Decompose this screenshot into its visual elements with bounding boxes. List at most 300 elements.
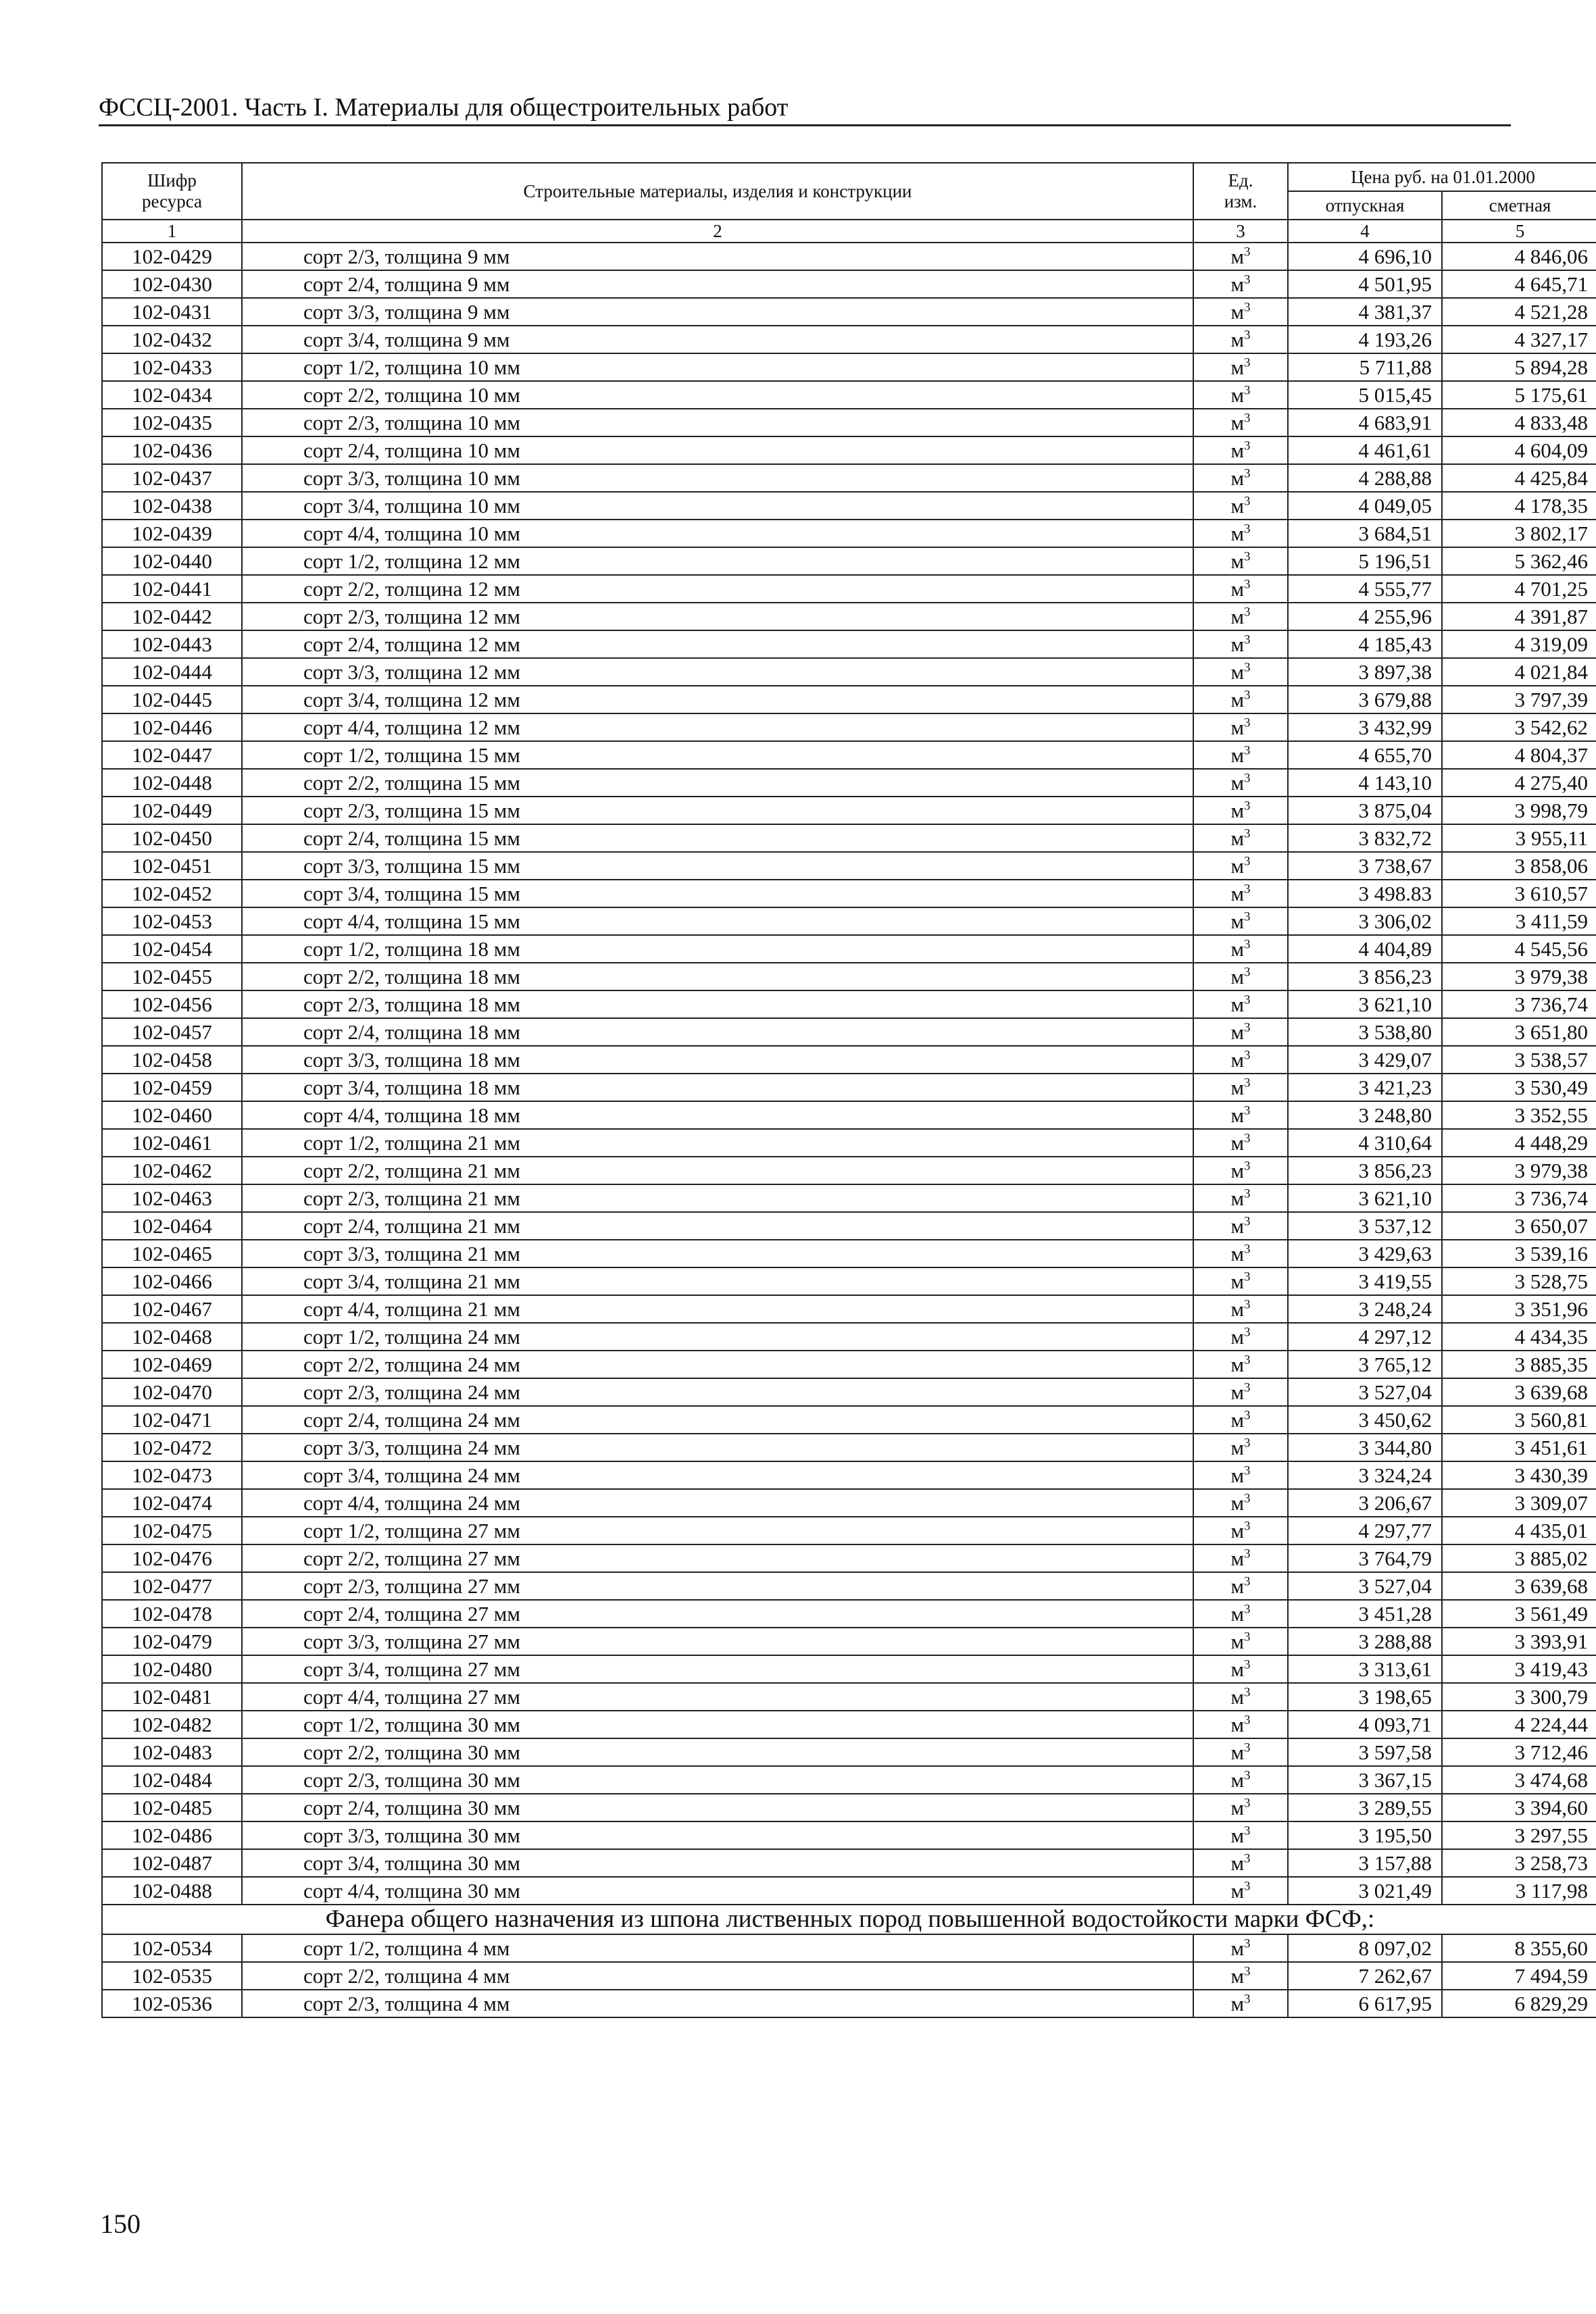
unit-base: м [1230, 1408, 1245, 1432]
material-name: сорт 3/3, толщина 27 мм [242, 1628, 1193, 1655]
unit-base: м [1230, 1630, 1245, 1653]
estimate-price: 3 394,60 [1442, 1794, 1596, 1821]
release-price: 5 711,88 [1288, 353, 1442, 381]
unit-base: м [1230, 1325, 1245, 1349]
table-row [102, 1544, 1596, 1572]
release-price: 5 196,51 [1288, 547, 1442, 575]
unit-base: м [1230, 1186, 1245, 1210]
column-header-release-price: отпускная [1288, 191, 1442, 220]
resource-code: 102-0437 [102, 464, 242, 492]
material-name: сорт 4/4, толщина 15 мм [242, 907, 1193, 935]
unit-superscript: 3 [1244, 1353, 1251, 1367]
unit-cell [1193, 1990, 1288, 2017]
unit-cell [1193, 464, 1288, 492]
estimate-price: 3 451,61 [1442, 1434, 1596, 1461]
unit-cell [1193, 1129, 1288, 1157]
unit-base: м [1230, 1159, 1245, 1182]
unit-base: м [1230, 494, 1245, 518]
release-price: 4 501,95 [1288, 270, 1442, 298]
unit-superscript: 3 [1244, 1657, 1251, 1672]
release-price: 4 461,61 [1288, 436, 1442, 464]
unit-base: м [1230, 1964, 1245, 1988]
resource-code: 102-0449 [102, 797, 242, 824]
release-price: 4 143,10 [1288, 769, 1442, 797]
unit-cell [1193, 713, 1288, 741]
resource-code: 102-0536 [102, 1990, 242, 2017]
unit-base: м [1230, 965, 1245, 988]
table-row [102, 575, 1596, 603]
unit-base: м [1230, 1463, 1245, 1487]
unit-cell [1193, 1849, 1288, 1877]
estimate-price: 4 319,09 [1442, 630, 1596, 658]
material-name: сорт 2/4, толщина 30 мм [242, 1794, 1193, 1821]
table-row [102, 381, 1596, 409]
estimate-price: 4 178,35 [1442, 492, 1596, 520]
unit-cell [1193, 1821, 1288, 1849]
unit-superscript: 3 [1244, 1325, 1251, 1340]
release-price: 3 856,23 [1288, 1157, 1442, 1184]
unit-superscript: 3 [1244, 743, 1251, 758]
estimate-price: 8 355,60 [1442, 1934, 1596, 1962]
resource-code: 102-0476 [102, 1544, 242, 1572]
unit-superscript: 3 [1244, 411, 1251, 426]
material-name: сорт 2/2, толщина 10 мм [242, 381, 1193, 409]
table-row [102, 880, 1596, 907]
resource-code: 102-0534 [102, 1934, 242, 1962]
unit-base: м [1230, 1242, 1245, 1265]
material-name: сорт 2/2, толщина 27 мм [242, 1544, 1193, 1572]
table-row [102, 1990, 1596, 2017]
resource-code: 102-0459 [102, 1074, 242, 1101]
table-row [102, 520, 1596, 547]
release-price: 3 621,10 [1288, 990, 1442, 1018]
table-row [102, 1738, 1596, 1766]
unit-cell [1193, 1351, 1288, 1378]
unit-superscript: 3 [1244, 1851, 1251, 1866]
material-name: сорт 2/4, толщина 12 мм [242, 630, 1193, 658]
release-price: 4 310,64 [1288, 1129, 1442, 1157]
unit-superscript: 3 [1244, 1076, 1251, 1090]
unit-cell [1193, 575, 1288, 603]
unit-base: м [1230, 1297, 1245, 1321]
material-name: сорт 1/2, толщина 10 мм [242, 353, 1193, 381]
unit-base: м [1230, 1685, 1245, 1709]
material-name: сорт 2/3, толщина 24 мм [242, 1378, 1193, 1406]
unit-base: м [1230, 1380, 1245, 1404]
unit-cell [1193, 1212, 1288, 1240]
table-row [102, 686, 1596, 713]
unit-superscript: 3 [1244, 466, 1251, 481]
table-row [102, 1849, 1596, 1877]
unit-superscript: 3 [1244, 1685, 1251, 1700]
estimate-price: 3 998,79 [1442, 797, 1596, 824]
resource-code: 102-0473 [102, 1461, 242, 1489]
unit-cell [1193, 270, 1288, 298]
resource-code: 102-0469 [102, 1351, 242, 1378]
resource-code: 102-0444 [102, 658, 242, 686]
material-name: сорт 2/3, толщина 4 мм [242, 1990, 1193, 2017]
resource-code: 102-0448 [102, 769, 242, 797]
estimate-price: 3 351,96 [1442, 1295, 1596, 1323]
release-price: 3 306,02 [1288, 907, 1442, 935]
unit-base: м [1230, 882, 1245, 905]
table-row [102, 1129, 1596, 1157]
unit-base: м [1230, 799, 1245, 822]
table-row [102, 907, 1596, 935]
table-row [102, 1018, 1596, 1046]
unit-cell [1193, 1517, 1288, 1544]
unit-superscript: 3 [1244, 1297, 1251, 1312]
unit-superscript: 3 [1244, 1768, 1251, 1783]
table-row [102, 1351, 1596, 1378]
estimate-price: 4 701,25 [1442, 575, 1596, 603]
resource-code: 102-0484 [102, 1766, 242, 1794]
unit-cell [1193, 1655, 1288, 1683]
column-header-unit: Ед. изм. [1193, 163, 1288, 220]
unit-base: м [1230, 909, 1245, 933]
unit-base: м [1230, 937, 1245, 961]
table-row [102, 990, 1596, 1018]
column-number-row [102, 220, 1596, 243]
material-name: сорт 2/3, толщина 27 мм [242, 1572, 1193, 1600]
column-number: 1 [102, 220, 242, 243]
release-price: 3 832,72 [1288, 824, 1442, 852]
unit-cell [1193, 658, 1288, 686]
material-name: сорт 1/2, толщина 15 мм [242, 741, 1193, 769]
resource-code: 102-0457 [102, 1018, 242, 1046]
material-name: сорт 2/4, толщина 9 мм [242, 270, 1193, 298]
unit-base: м [1230, 1740, 1245, 1764]
unit-superscript: 3 [1244, 1936, 1251, 1951]
unit-base: м [1230, 1936, 1245, 1960]
unit-cell [1193, 298, 1288, 326]
estimate-price: 4 545,56 [1442, 935, 1596, 963]
material-name: сорт 2/3, толщина 12 мм [242, 603, 1193, 630]
table-row [102, 769, 1596, 797]
resource-code: 102-0451 [102, 852, 242, 880]
table-row [102, 1295, 1596, 1323]
unit-base: м [1230, 1048, 1245, 1072]
estimate-price: 3 650,07 [1442, 1212, 1596, 1240]
unit-cell [1193, 1267, 1288, 1295]
resource-code: 102-0434 [102, 381, 242, 409]
release-price: 3 324,24 [1288, 1461, 1442, 1489]
unit-cell [1193, 1572, 1288, 1600]
unit-base: м [1230, 1546, 1245, 1570]
table-row [102, 1600, 1596, 1628]
resource-code: 102-0433 [102, 353, 242, 381]
table-row [102, 603, 1596, 630]
unit-base: м [1230, 355, 1245, 379]
material-name: сорт 3/4, толщина 30 мм [242, 1849, 1193, 1877]
unit-superscript: 3 [1244, 992, 1251, 1007]
unit-superscript: 3 [1244, 1992, 1251, 2007]
unit-superscript: 3 [1244, 355, 1251, 370]
unit-superscript: 3 [1244, 882, 1251, 897]
price-table [101, 162, 1596, 2018]
resource-code: 102-0439 [102, 520, 242, 547]
unit-cell [1193, 1461, 1288, 1489]
estimate-price: 3 955,11 [1442, 824, 1596, 852]
unit-superscript: 3 [1244, 605, 1251, 620]
estimate-price: 3 393,91 [1442, 1628, 1596, 1655]
resource-code: 102-0436 [102, 436, 242, 464]
unit-cell [1193, 436, 1288, 464]
release-price: 4 255,96 [1288, 603, 1442, 630]
estimate-price: 3 885,35 [1442, 1351, 1596, 1378]
resource-code: 102-0461 [102, 1129, 242, 1157]
material-name: сорт 3/3, толщина 24 мм [242, 1434, 1193, 1461]
release-price: 3 856,23 [1288, 963, 1442, 990]
unit-superscript: 3 [1244, 1242, 1251, 1257]
resource-code: 102-0474 [102, 1489, 242, 1517]
table-row [102, 1461, 1596, 1489]
unit-superscript: 3 [1244, 1463, 1251, 1478]
release-price: 3 429,07 [1288, 1046, 1442, 1074]
estimate-price: 3 639,68 [1442, 1572, 1596, 1600]
resource-code: 102-0447 [102, 741, 242, 769]
unit-superscript: 3 [1244, 1574, 1251, 1589]
resource-code: 102-0471 [102, 1406, 242, 1434]
material-name: сорт 4/4, толщина 30 мм [242, 1877, 1193, 1905]
unit-superscript: 3 [1244, 1964, 1251, 1979]
resource-code: 102-0445 [102, 686, 242, 713]
release-price: 3 432,99 [1288, 713, 1442, 741]
estimate-price: 3 610,57 [1442, 880, 1596, 907]
estimate-price: 4 391,87 [1442, 603, 1596, 630]
table-row [102, 1184, 1596, 1212]
table-row [102, 741, 1596, 769]
resource-code: 102-0453 [102, 907, 242, 935]
unit-base: м [1230, 826, 1245, 850]
column-header-estimate-price: сметная [1442, 191, 1596, 220]
unit-cell [1193, 963, 1288, 990]
resource-code: 102-0435 [102, 409, 242, 436]
resource-code: 102-0486 [102, 1821, 242, 1849]
material-name: сорт 2/3, толщина 30 мм [242, 1766, 1193, 1794]
section-title: Фанера общего назначения из шпона лиственных пород повышенной водостойкости марки ФСФ,: [102, 1905, 1596, 1934]
unit-cell [1193, 1683, 1288, 1711]
estimate-price: 4 435,01 [1442, 1517, 1596, 1544]
estimate-price: 3 297,55 [1442, 1821, 1596, 1849]
unit-cell [1193, 1378, 1288, 1406]
release-price: 3 248,24 [1288, 1295, 1442, 1323]
resource-code: 102-0465 [102, 1240, 242, 1267]
release-price: 4 049,05 [1288, 492, 1442, 520]
material-name: сорт 2/3, толщина 10 мм [242, 409, 1193, 436]
unit-cell [1193, 1934, 1288, 1962]
unit-cell [1193, 852, 1288, 880]
material-name: сорт 2/2, толщина 21 мм [242, 1157, 1193, 1184]
table-row [102, 1628, 1596, 1655]
release-price: 3 538,80 [1288, 1018, 1442, 1046]
resource-code: 102-0432 [102, 326, 242, 353]
table-row [102, 852, 1596, 880]
table-row [102, 1766, 1596, 1794]
estimate-price: 3 258,73 [1442, 1849, 1596, 1877]
resource-code: 102-0454 [102, 935, 242, 963]
release-price: 8 097,02 [1288, 1934, 1442, 1962]
unit-cell [1193, 603, 1288, 630]
unit-cell [1193, 1600, 1288, 1628]
estimate-price: 3 530,49 [1442, 1074, 1596, 1101]
material-name: сорт 3/3, толщина 10 мм [242, 464, 1193, 492]
estimate-price: 3 885,02 [1442, 1544, 1596, 1572]
estimate-price: 4 224,44 [1442, 1711, 1596, 1738]
unit-superscript: 3 [1244, 688, 1251, 703]
resource-code: 102-0470 [102, 1378, 242, 1406]
release-price: 3 367,15 [1288, 1766, 1442, 1794]
unit-cell [1193, 492, 1288, 520]
unit-base: м [1230, 1602, 1245, 1626]
unit-base: м [1230, 1020, 1245, 1044]
unit-cell [1193, 1101, 1288, 1129]
unit-base: м [1230, 632, 1245, 656]
material-name: сорт 3/3, толщина 9 мм [242, 298, 1193, 326]
release-price: 4 655,70 [1288, 741, 1442, 769]
table-row [102, 824, 1596, 852]
estimate-price: 3 561,49 [1442, 1600, 1596, 1628]
unit-cell [1193, 326, 1288, 353]
unit-base: м [1230, 1131, 1245, 1155]
unit-cell [1193, 1074, 1288, 1101]
unit-cell [1193, 1323, 1288, 1351]
table-row [102, 1240, 1596, 1267]
unit-superscript: 3 [1244, 771, 1251, 786]
resource-code: 102-0431 [102, 298, 242, 326]
unit-cell [1193, 1157, 1288, 1184]
release-price: 4 404,89 [1288, 935, 1442, 963]
unit-superscript: 3 [1244, 660, 1251, 675]
unit-base: м [1230, 245, 1245, 268]
resource-code: 102-0455 [102, 963, 242, 990]
resource-code: 102-0488 [102, 1877, 242, 1905]
material-name: сорт 4/4, толщина 18 мм [242, 1101, 1193, 1129]
estimate-price: 5 362,46 [1442, 547, 1596, 575]
table-row [102, 436, 1596, 464]
table-row [102, 1934, 1596, 1962]
resource-code: 102-0463 [102, 1184, 242, 1212]
resource-code: 102-0478 [102, 1600, 242, 1628]
table-row [102, 409, 1596, 436]
material-name: сорт 2/3, толщина 21 мм [242, 1184, 1193, 1212]
estimate-price: 3 430,39 [1442, 1461, 1596, 1489]
unit-superscript: 3 [1244, 1602, 1251, 1617]
unit-cell [1193, 797, 1288, 824]
release-price: 3 597,58 [1288, 1738, 1442, 1766]
resource-code: 102-0430 [102, 270, 242, 298]
release-price: 4 288,88 [1288, 464, 1442, 492]
resource-code: 102-0446 [102, 713, 242, 741]
unit-cell [1193, 1406, 1288, 1434]
unit-superscript: 3 [1244, 826, 1251, 841]
material-name: сорт 4/4, толщина 12 мм [242, 713, 1193, 741]
estimate-price: 4 645,71 [1442, 270, 1596, 298]
resource-code: 102-0487 [102, 1849, 242, 1877]
resource-code: 102-0485 [102, 1794, 242, 1821]
unit-superscript: 3 [1244, 328, 1251, 343]
table-row [102, 1101, 1596, 1129]
unit-superscript: 3 [1244, 494, 1251, 509]
estimate-price: 5 894,28 [1442, 353, 1596, 381]
unit-cell [1193, 1489, 1288, 1517]
release-price: 3 157,88 [1288, 1849, 1442, 1877]
unit-base: м [1230, 438, 1245, 462]
estimate-price: 4 448,29 [1442, 1129, 1596, 1157]
table-row [102, 1877, 1596, 1905]
unit-cell [1193, 353, 1288, 381]
unit-cell [1193, 880, 1288, 907]
resource-code: 102-0441 [102, 575, 242, 603]
unit-cell [1193, 1794, 1288, 1821]
release-price: 3 021,49 [1288, 1877, 1442, 1905]
release-price: 4 185,43 [1288, 630, 1442, 658]
material-name: сорт 3/3, толщина 12 мм [242, 658, 1193, 686]
unit-superscript: 3 [1244, 909, 1251, 924]
table-row [102, 1267, 1596, 1295]
unit-superscript: 3 [1244, 1436, 1251, 1451]
resource-code: 102-0429 [102, 243, 242, 270]
unit-superscript: 3 [1244, 1020, 1251, 1035]
unit-cell [1193, 1184, 1288, 1212]
unit-superscript: 3 [1244, 300, 1251, 315]
estimate-price: 7 494,59 [1442, 1962, 1596, 1990]
unit-cell [1193, 824, 1288, 852]
unit-superscript: 3 [1244, 1546, 1251, 1561]
material-name: сорт 4/4, толщина 27 мм [242, 1683, 1193, 1711]
unit-cell [1193, 1738, 1288, 1766]
estimate-price: 3 797,39 [1442, 686, 1596, 713]
unit-cell [1193, 741, 1288, 769]
unit-superscript: 3 [1244, 1380, 1251, 1395]
table-row [102, 298, 1596, 326]
unit-base: м [1230, 1436, 1245, 1459]
table-row [102, 1323, 1596, 1351]
unit-superscript: 3 [1244, 1491, 1251, 1506]
unit-base: м [1230, 688, 1245, 711]
unit-cell [1193, 686, 1288, 713]
column-number: 5 [1442, 220, 1596, 243]
table-row [102, 1074, 1596, 1101]
resource-code: 102-0467 [102, 1295, 242, 1323]
estimate-price: 3 979,38 [1442, 963, 1596, 990]
table-row [102, 935, 1596, 963]
unit-superscript: 3 [1244, 522, 1251, 536]
material-name: сорт 3/4, толщина 24 мм [242, 1461, 1193, 1489]
release-price: 3 451,28 [1288, 1600, 1442, 1628]
estimate-price: 3 639,68 [1442, 1378, 1596, 1406]
release-price: 4 381,37 [1288, 298, 1442, 326]
table-row [102, 1572, 1596, 1600]
unit-base: м [1230, 771, 1245, 795]
unit-cell [1193, 990, 1288, 1018]
estimate-price: 3 736,74 [1442, 990, 1596, 1018]
release-price: 4 093,71 [1288, 1711, 1442, 1738]
release-price: 3 527,04 [1288, 1572, 1442, 1600]
table-row [102, 353, 1596, 381]
release-price: 4 696,10 [1288, 243, 1442, 270]
release-price: 4 297,77 [1288, 1517, 1442, 1544]
table-row [102, 630, 1596, 658]
material-name: сорт 2/4, толщина 18 мм [242, 1018, 1193, 1046]
material-name: сорт 1/2, толщина 12 мм [242, 547, 1193, 575]
unit-cell [1193, 1046, 1288, 1074]
estimate-price: 3 539,16 [1442, 1240, 1596, 1267]
resource-code: 102-0442 [102, 603, 242, 630]
unit-superscript: 3 [1244, 1796, 1251, 1811]
release-price: 3 738,67 [1288, 852, 1442, 880]
page-number: 150 [100, 2209, 141, 2239]
